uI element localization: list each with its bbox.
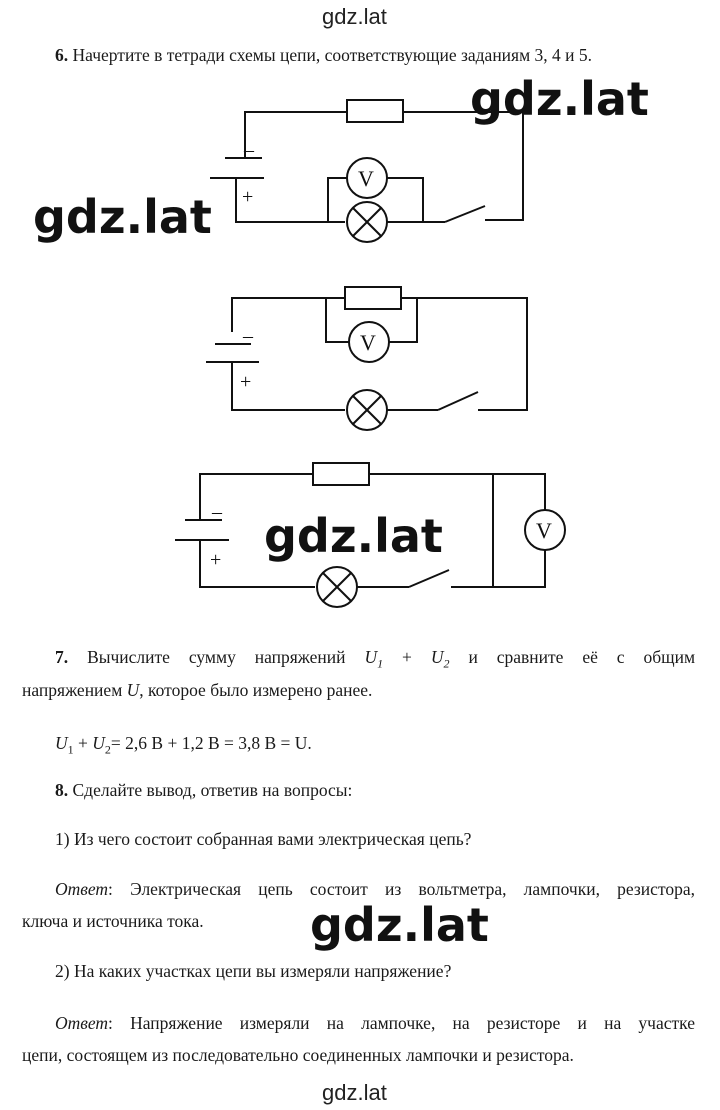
watermark-big-3: gdz.lat [264,509,443,563]
task-7-text: Вычислите сумму напряжений [87,647,346,667]
task-8-text: Сделайте вывод, ответив на вопросы: [72,780,353,800]
task-7-line-2: напряжением U, которое было измерено ранее. [22,680,373,700]
circuit-3-resistor [313,463,369,485]
watermark-big-2: gdz.lat [33,190,212,244]
circuit-1-wire-top-left [245,112,347,158]
watermark-big-1: gdz.lat [470,72,649,126]
circuit-1-plus: + [242,186,254,208]
task-7-tail: и сравните её с общим [468,647,696,667]
task-7-u2: $U_2$ [430,647,450,671]
answer-1-line-1: Ответ: Электрическая цепь состоит из вольтметра, лампочки, резистора, [55,879,695,899]
circuit-1-voltmeter-right [387,178,423,222]
answer-1-line-2: ключа и источника тока. [22,911,204,931]
watermark-big-4: gdz.lat [310,898,489,952]
circuit-2-switch [438,392,478,410]
task-7-u1: $U_1$ [364,647,384,671]
task-7-equation: $U_1 + U_2= 2,6$ В + 1,2 В = 3,8 В = U. [55,733,312,757]
circuit-2-minus: – [243,325,253,347]
task-6-text: Начертите в тетради схемы цепи, соответствующие заданиям 3, 4 и 5. [72,45,593,65]
answer-2-line-1: Ответ: Напряжение измеряли на лампочке, на резисторе и на участке [55,1013,695,1033]
watermark-bottom: gdz.lat [322,1080,387,1105]
question-1: 1) Из чего состоит собранная вами электрическая цепь? [55,829,472,849]
circuit-1-voltmeter-label: V [358,166,374,191]
task-7-number: 7. [55,647,69,667]
task-6-number: 6. [55,45,69,65]
circuit-3-voltmeter-label: V [536,518,552,543]
circuit-1-minus: – [244,139,254,161]
circuit-2-voltmeter-label: V [360,330,376,355]
circuit-2-resistor [345,287,401,309]
circuit-3-minus: – [212,501,222,523]
circuit-2-plus: + [240,371,252,393]
circuit-2 [206,287,527,430]
answer-1-label: Ответ [55,879,109,899]
circuit-2-voltmeter-right [389,298,417,342]
circuit-1-switch [445,206,485,222]
task-8-number: 8. [55,780,69,800]
circuit-3-plus: + [210,549,222,571]
circuit-1-voltmeter-left [328,178,347,222]
task-7-plus: + [402,647,412,667]
question-2: 2) На каких участках цепи вы измеряли напряжение? [55,961,452,981]
answer-2-label: Ответ [55,1013,109,1033]
circuit-1-wire-top-right [403,112,523,220]
circuit-1-resistor [347,100,403,122]
task-7-line-1 [55,644,695,677]
watermark-top: gdz.lat [322,4,387,29]
circuit-2-wire-top-right [401,298,527,410]
answer-2-line-2: цепи, состоящем из последовательно соединенных лампочки и резистора. [22,1045,574,1065]
circuit-3-switch [409,570,449,587]
task-8-line [55,777,352,803]
